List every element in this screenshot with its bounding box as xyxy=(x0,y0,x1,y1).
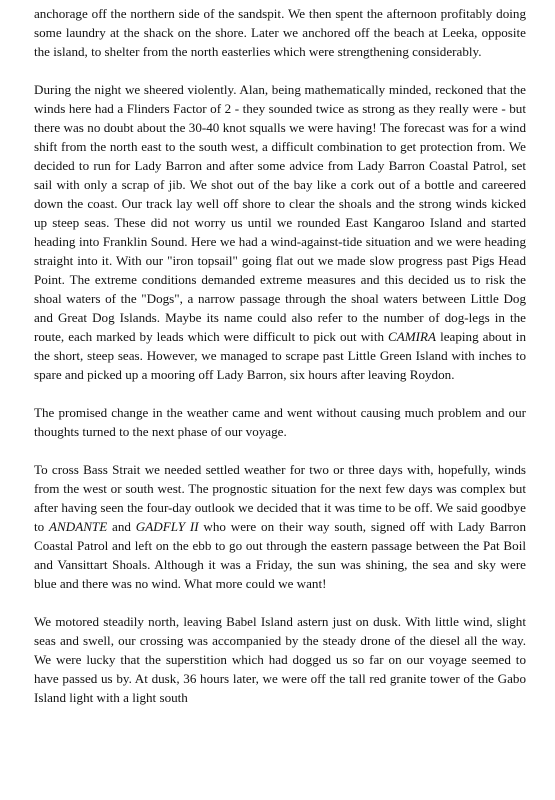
boat-name-gadfly: GADFLY II xyxy=(135,519,199,534)
paragraph-3 xyxy=(34,403,526,441)
paragraph-text: anchorage off the northern side of the sandspit. We then spent the afternoon profitably doing some laundry at the shack on the shore. Later we anchored off the beach at Leeka, opposite the island, to shelter from the north easterlies which were strengthening considerably. xyxy=(34,6,526,59)
paragraph-text: who were on their way south, signed off with Lady Barron Coastal Patrol and left on the ebb to go out through the eastern passage between the Pat Boil and Vansittart Shoals. Although it was a Friday, the sun was shining, the sea and sky were blue and there was no wind. What more could we want! xyxy=(34,519,526,591)
paragraph-1 xyxy=(34,4,526,61)
paragraph-2 xyxy=(34,80,526,384)
paragraph-text: leaping about in the short, steep seas. However, we managed to scrape past Little Green Island with inches to spare and picked up a mooring off Lady Barron, six hours after leaving Roydon. xyxy=(34,329,526,382)
paragraph-5 xyxy=(34,612,526,707)
paragraph-text: To cross Bass Strait we needed settled weather for two or three days with, hopefully, winds from the west or south west. The prognostic situation for the next few days was complex but after having seen the four-day outlook we decided that it was time to be off. We said goodbye to xyxy=(34,462,526,534)
paragraph-text: We motored steadily north, leaving Babel Island astern just on dusk. With little wind, slight seas and swell, our crossing was accompanied by the steady drone of the diesel all the way. We were lucky that the superstition which had dogged us so far on our voyage seemed to have passed us by. At dusk, 36 hours later, we were off the tall red granite tower of the Gabo Island light with a light south xyxy=(34,614,526,705)
boat-name-andante: ANDANTE xyxy=(49,519,108,534)
paragraph-text: During the night we sheered violently. Alan, being mathematically minded, reckoned that the winds here had a Flinders Factor of 2 - they sounded twice as strong as they really were - but there was no doubt about the 30-40 knot squalls we were having! The forecast was for a wind shift from the north east to the south west, a difficult combination to get protection from. We decided to run for Lady Barron and after some advice from Lady Barron Coastal Patrol, set sail with only a scrap of jib. We shot out of the bay like a cork out of a bottle and careered down the coast. Our track lay well off shore to clear the shoals and the strong winds kicked up steep seas. These did not worry us until we rounded East Kangaroo Island and started heading into Franklin Sound. Here we had a wind-against-tide situation and we were heading straight into it. With our "iron topsail" going flat out we made slow progress past Pigs Head Point. The extreme conditions demanded extreme measures and this decided us to risk the shoal waters of the "Dogs", a narrow passage through the shoal waters between Little Dog and Great Dog Islands. Maybe its name could also refer to the number of dog-legs in the route, each marked by leads which were difficult to pick out with xyxy=(34,82,526,344)
boat-name-camira: CAMIRA xyxy=(388,329,437,344)
paragraph-text: The promised change in the weather came and went without causing much problem and our thoughts turned to the next phase of our voyage. xyxy=(34,405,526,439)
paragraph-text: and xyxy=(107,519,136,534)
paragraph-4 xyxy=(34,460,526,593)
document-page xyxy=(34,4,526,707)
